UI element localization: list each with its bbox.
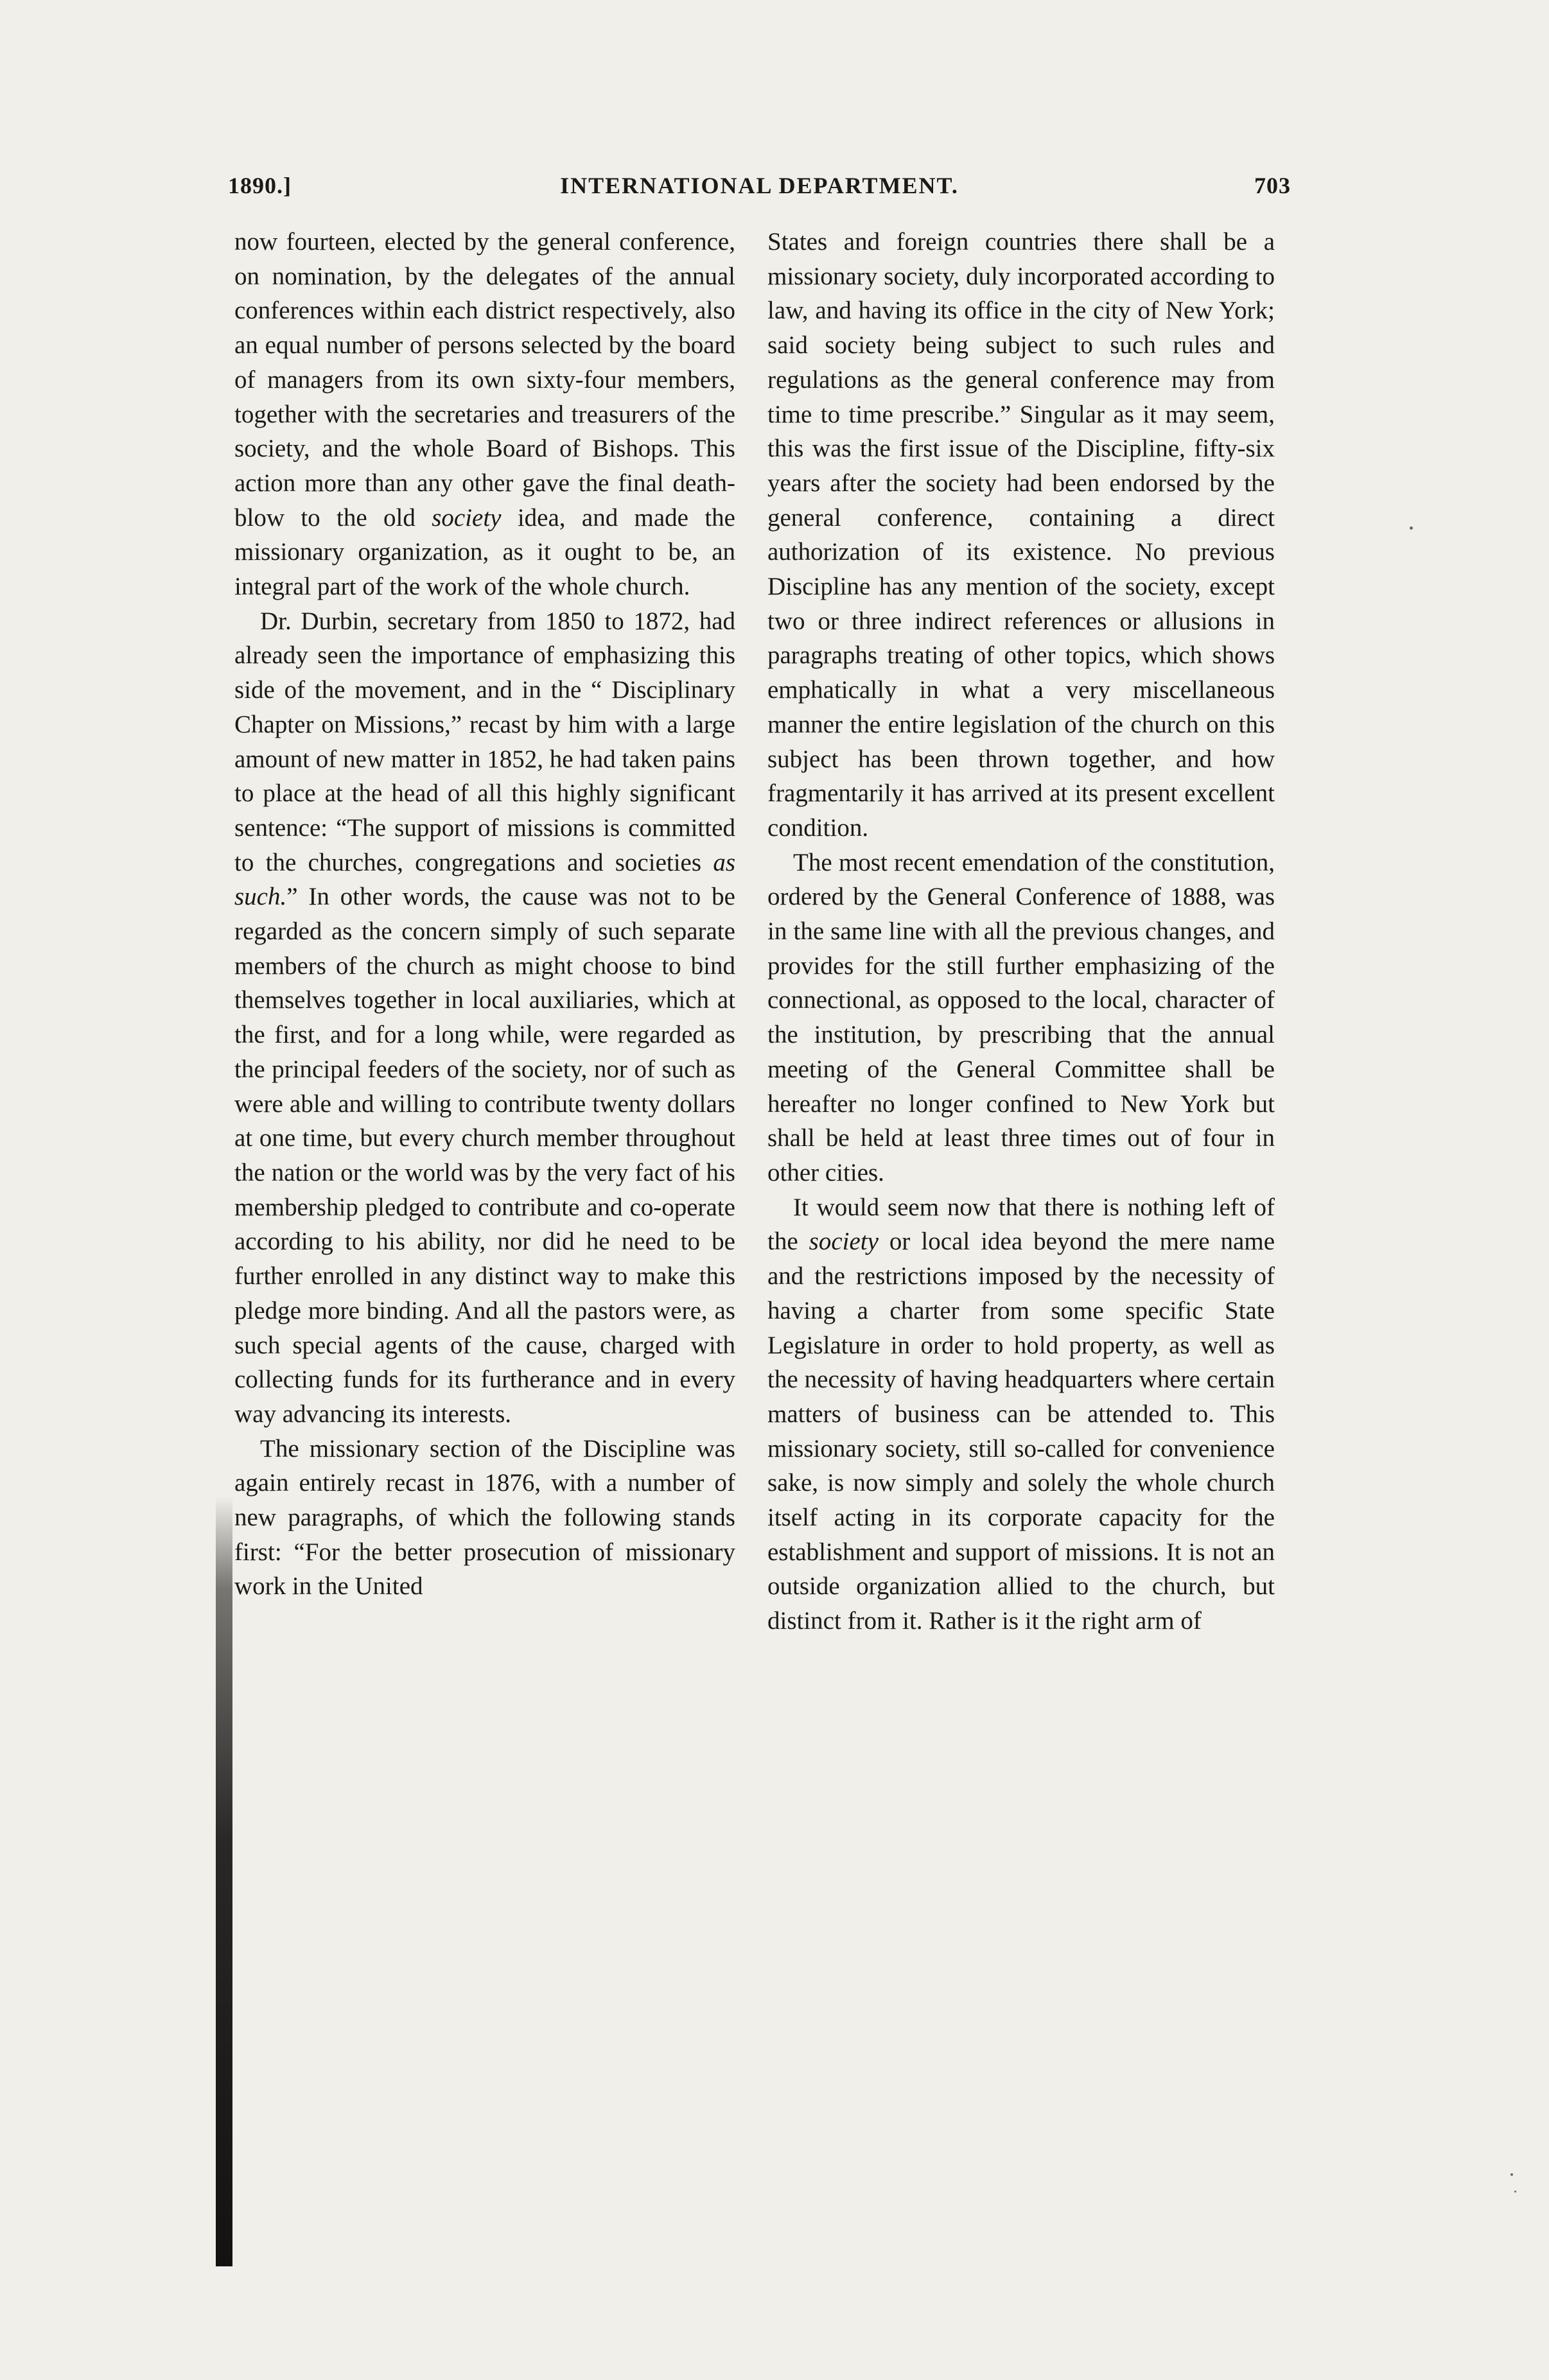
right-paragraph-3 [767, 1190, 1275, 1638]
left-paragraph-2 [234, 604, 735, 1432]
left-p1-italic: society [432, 503, 502, 532]
page-speck [1514, 2191, 1516, 2193]
right-p3-text-b: or local idea beyond the mere name and the restrictions imposed by the necessity of having a charter from some specific State Legislature in order to hold property, as well as the necessity of having headquarters where certain matters of business can be attended to. This missionary society, still so-called for convenience sake, is now simply and solely the whole church itself acting in its corporate capacity for the establishment and support of missions. It is not an outside organization allied to the church, but distinct from it. Rather is it the right arm of [767, 1228, 1275, 1635]
left-p1-text-b: idea, and made the missionary organization, as it ought to be, an integral part of the work of the whole church. [234, 503, 735, 601]
right-column [767, 225, 1275, 1638]
left-p2-text-a: Dr. Durbin, secretary from 1850 to 1872, had already seen the importance of emphasizing this side of the movement, and in the “ Disciplinary Chapter on Missions,” recast by him with a large amount of new matter in 1852, he had taken pains to place at the head of all this highly significant sentence: “The support of missions is committed to the churches, congregations and societies [234, 607, 735, 876]
left-paragraph-3: The missionary section of the Discipline was again entirely recast in 1876, with a number of new paragraphs, of which the following stands first: “For the better prosecution of missionary work in the United [234, 1434, 735, 1601]
header-title: INTERNATIONAL DEPARTMENT. [560, 173, 959, 198]
left-column [234, 225, 735, 1604]
page-header [228, 172, 1291, 211]
right-p3-italic: society [809, 1228, 879, 1256]
header-page-number: 703 [1254, 173, 1291, 198]
left-paragraph-1 [234, 225, 735, 604]
right-paragraph-1: States and foreign countries there shall be a missionary society, duly incorporated according to law, and having its office in the city of New York; said society being subject to such rules and regulations as the general conference may from time to time prescribe.” Singular as it may seem, this was the first issue of the Discipline, fifty-six years after the society had been endorsed by the general conference, containing a direct authorization of its existence. No previous Discipline has any mention of the society, except two or three indirect references or allusions in paragraphs treating of other topics, which shows emphatically in what a very miscellaneous manner the entire legislation of the church on this subject has been thrown together, and how fragmentarily it has arrived at its present excellent condition. [767, 228, 1275, 842]
page-speck [1510, 2173, 1513, 2176]
binding-shadow [216, 1496, 232, 2266]
right-paragraph-2: The most recent emendation of the constitution, ordered by the General Conference of 1888, was in the same line with all the previous changes, and provides for the still further emphasizing of the connectional, as opposed to the local, character of the institution, by prescribing that the annual meeting of the General Committee shall be hereafter no longer confined to New York but shall be held at least three times out of four in other cities. [767, 848, 1275, 1186]
right-p3-text-a: It would seem now that there is nothing left of the [767, 1193, 1275, 1256]
page-speck [1410, 526, 1413, 530]
left-p1-text-a: now fourteen, elected by the general conference, on nomination, by the delegates of the annual conferences within each district respectively, also an equal number of persons selected by the board of managers from its own sixty-four members, together with the secretaries and treasurers of the society, and the whole Board of Bishops. This action more than any other gave the final death-blow to the old [234, 228, 735, 532]
left-p2-text-b: ” In other words, the cause was not to be regarded as the concern simply of such separate members of the church as might choose to bind themselves together in local auxiliaries, which at the first, and for a long while, were regarded as the principal feeders of the society, nor of such as were able and willing to contribute twenty dollars at one time, but every church member throughout the nation or the world was by the very fact of his membership pledged to contribute and co-operate according to his ability, nor did he need to be further enrolled in any distinct way to make this pledge more binding. And all the pastors were, as such special agents of the cause, charged with collecting funds for its furtherance and in every way advancing its interests. [234, 883, 735, 1428]
header-year: 1890.] [228, 173, 292, 198]
left-p2-italic: as such. [234, 848, 735, 911]
